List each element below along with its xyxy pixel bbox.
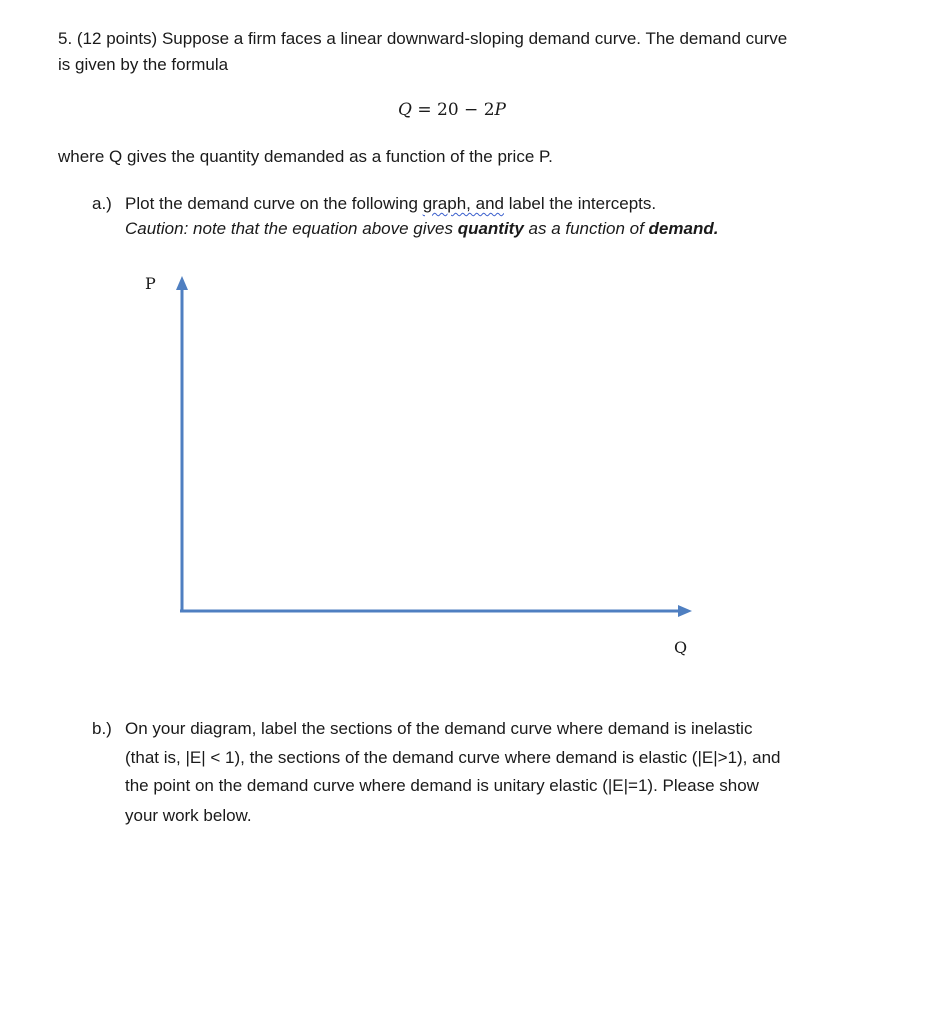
y-axis-arrowhead [176,276,188,290]
y-axis-label: P [145,274,156,293]
caution-bold-demand: demand. [648,219,719,238]
part-b-line-4: your work below. [125,806,252,825]
part-a-marker: a.) [92,194,112,213]
caution-pre: Caution: note that the equation above gives [125,219,458,238]
formula-equals: = [417,100,432,120]
part-b-line-3: the point on the demand curve where demand is unitary elastic (|E|=1). Please show [125,776,759,795]
formula-variable: P [494,100,506,120]
x-axis-label: Q [674,638,688,657]
caution-bold-quantity: quantity [457,219,524,238]
formula-minus: − [464,100,479,120]
x-axis-arrowhead [678,605,692,617]
where-clause: where Q gives the quantity demanded as a function of the price P. [58,147,553,166]
part-b-line-2: (that is, |E| < 1), the sections of the demand curve where demand is elastic (|E|>1), and [125,748,781,767]
part-b-line-1: On your diagram, label the sections of the demand curve where demand is inelastic [125,719,753,738]
part-a-text-pre: Plot the demand curve on the following [125,194,423,213]
caution-mid: as a function of [523,219,649,238]
question-text-line-2: is given by the formula [58,55,229,74]
formula-constant: 20 [437,100,459,120]
formula-coefficient: 2 [483,100,495,120]
spellcheck-squiggle-text: graph, and [422,194,504,213]
question-text-line-1: 5. (12 points) Suppose a firm faces a linear downward-sloping demand curve. The demand curve [58,29,788,48]
part-a-text-post: label the intercepts. [503,194,657,213]
part-b-marker: b.) [92,719,112,738]
formula-lhs: Q [398,100,412,120]
